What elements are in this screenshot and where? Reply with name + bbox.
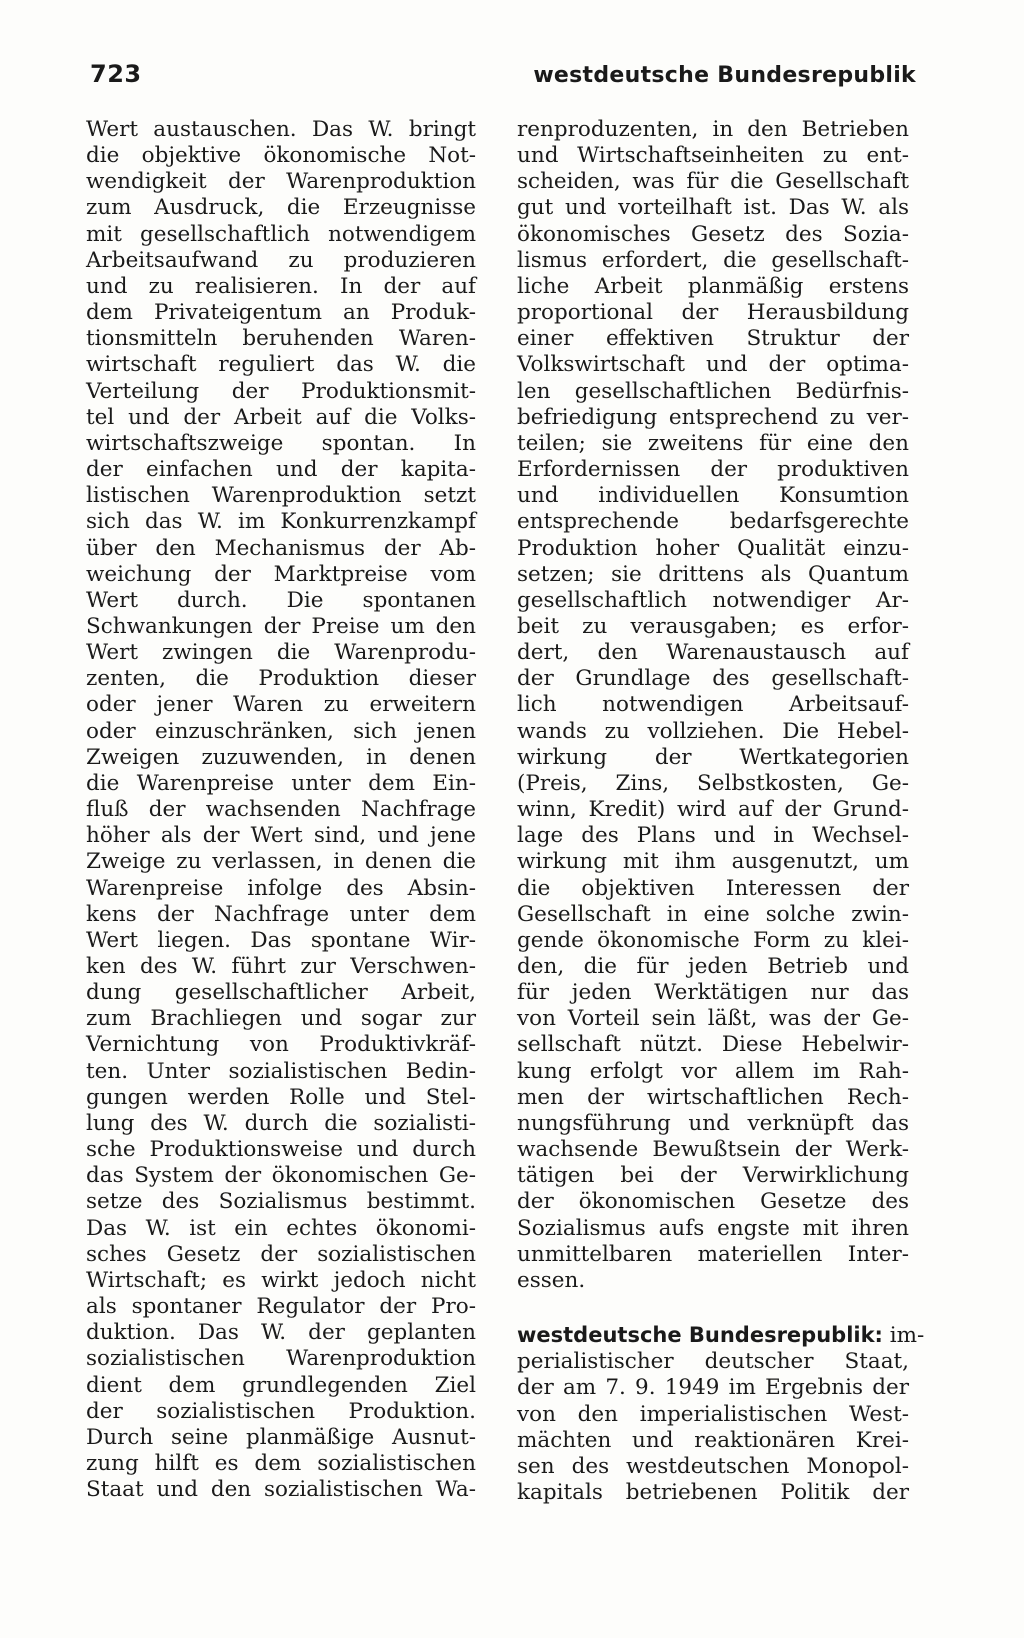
text-line: Volkswirtschaft und der optima-: [517, 352, 909, 378]
text-line: Zweige zu verlassen, in denen die: [86, 849, 476, 875]
text-line: teilen; sie zweitens für eine den: [517, 430, 909, 456]
text-line: Gesellschaft in eine solche zwin-: [517, 901, 909, 927]
text-line: Wert austauschen. Das W. bringt: [86, 117, 476, 142]
text-line: setzen; sie drittens als Quantum: [517, 561, 909, 587]
entry-body: [517, 1349, 909, 1506]
text-line: liche Arbeit planmäßig erstens: [517, 273, 909, 299]
text-line: dem Privateigentum an Produk-: [86, 300, 476, 326]
text-line: Wirtschaft; es wirkt jedoch nicht: [86, 1267, 476, 1293]
text-line: Schwankungen der Preise um den: [86, 613, 476, 639]
text-line: ten. Unter sozialistischen Bedin-: [86, 1058, 476, 1084]
text-line: kung erfolgt vor allem im Rah-: [517, 1058, 909, 1084]
text-line: und individuellen Konsumtion: [517, 483, 909, 509]
text-line: weichung der Marktpreise vom: [86, 561, 476, 587]
right-column: [517, 117, 925, 1506]
text-line: proportional der Herausbildung: [517, 300, 909, 326]
text-line: zum Brachliegen und sogar zur: [86, 1006, 476, 1032]
text-line: oder einzuschränken, sich jenen: [86, 718, 476, 744]
text-line: len gesellschaftlichen Bedürfnis-: [517, 378, 909, 404]
text-line: tätigen bei der Verwirklichung: [517, 1163, 909, 1189]
text-line: gut und vorteilhaft ist. Das W. als: [517, 195, 909, 221]
text-line: men der wirtschaftlichen Rech-: [517, 1084, 909, 1110]
text-line: lich notwendigen Arbeitsauf-: [517, 692, 909, 718]
text-line: unmittelbaren materiellen Inter-: [517, 1241, 909, 1267]
text-line: tel und der Arbeit auf die Volks-: [86, 404, 476, 430]
text-line: sellschaft nützt. Diese Hebelwir-: [517, 1032, 909, 1058]
text-line: und zu realisieren. In der auf: [86, 273, 476, 299]
text-line: Das W. ist ein echtes ökonomi-: [86, 1215, 476, 1241]
text-line: kapitals betriebenen Politik der: [517, 1479, 909, 1505]
text-line: über den Mechanismus der Ab-: [86, 535, 476, 561]
text-line: wirtschaftszweige spontan. In: [86, 430, 476, 456]
text-line: der einfachen und der kapita-: [86, 457, 476, 483]
text-line: zum Ausdruck, die Erzeugnisse: [86, 195, 476, 221]
text-line: von den imperialistischen West-: [517, 1401, 909, 1427]
text-line: oder jener Waren zu erweitern: [86, 692, 476, 718]
entry-headword: westdeutsche Bundesrepublik:: [517, 1323, 883, 1348]
text-line: als spontaner Regulator der Pro-: [86, 1294, 476, 1320]
text-line: nungsführung und verknüpft das: [517, 1110, 909, 1136]
text-line: tionsmitteln beruhenden Waren-: [86, 326, 476, 352]
text-line: der Grundlage des gesellschaft-: [517, 666, 909, 692]
text-line: kens der Nachfrage unter dem: [86, 901, 476, 927]
text-line: der ökonomischen Gesetze des: [517, 1189, 909, 1215]
right-column-body: [517, 117, 909, 1294]
text-line: sche Produktionsweise und durch: [86, 1137, 476, 1163]
text-line: die Warenpreise unter dem Ein-: [86, 770, 476, 796]
text-line: dient dem grundlegenden Ziel: [86, 1372, 476, 1398]
text-line: listischen Warenproduktion setzt: [86, 483, 476, 509]
left-column: [86, 117, 476, 1503]
text-line: Wert zwingen die Warenprodu-: [86, 640, 476, 666]
text-line: höher als der Wert sind, und jene: [86, 823, 476, 849]
text-line: ökonomisches Gesetz des Sozia-: [517, 221, 909, 247]
entry-gap: [517, 1294, 909, 1322]
text-line: Staat und den sozialistischen Wa-: [86, 1477, 476, 1503]
text-line: ken des W. führt zur Verschwen-: [86, 954, 476, 979]
text-line: Erfordernissen der produktiven: [517, 457, 909, 483]
text-line: Verteilung der Produktionsmit-: [86, 378, 476, 404]
text-line: Durch seine planmäßige Ausnut-: [86, 1424, 476, 1450]
text-line: Arbeitsaufwand zu produzieren: [86, 247, 476, 273]
running-head: westdeutsche Bundesrepublik: [533, 63, 916, 88]
text-line: den, die für jeden Betrieb und: [517, 954, 909, 979]
text-line: wirtschaft reguliert das W. die: [86, 352, 476, 378]
text-line: beit zu verausgaben; es erfor-: [517, 613, 909, 639]
text-line: scheiden, was für die Gesellschaft: [517, 169, 909, 195]
text-line: Sozialismus aufs engste mit ihren: [517, 1215, 909, 1241]
text-line: fluß der wachsenden Nachfrage: [86, 797, 476, 823]
text-line: gende ökonomische Form zu klei-: [517, 927, 909, 953]
text-line: lage des Plans und in Wechsel-: [517, 823, 909, 849]
text-line: mit gesellschaftlich notwendigem: [86, 221, 476, 247]
text-line: von Vorteil sein läßt, was der Ge-: [517, 1006, 909, 1032]
text-line: Produktion hoher Qualität einzu-: [517, 535, 909, 561]
text-line: und Wirtschaftseinheiten zu ent-: [517, 143, 909, 169]
text-line: perialistischer deutscher Staat,: [517, 1349, 909, 1375]
text-line: (Preis, Zins, Selbstkosten, Ge-: [517, 770, 909, 796]
text-line: gungen werden Rolle und Stel-: [86, 1084, 476, 1110]
entry-first-line: [517, 1322, 925, 1349]
text-line: Warenpreise infolge des Absin-: [86, 875, 476, 901]
text-line: sches Gesetz der sozialistischen: [86, 1241, 476, 1267]
text-line: sich das W. im Konkurrenzkampf: [86, 509, 476, 535]
text-line: einer effektiven Struktur der: [517, 326, 909, 352]
text-line: Zweigen zuzuwenden, in denen: [86, 744, 476, 770]
text-line: winn, Kredit) wird auf der Grund-: [517, 797, 909, 823]
text-line: dert, den Warenaustausch auf: [517, 640, 909, 666]
text-line: lung des W. durch die sozialisti-: [86, 1110, 476, 1136]
text-line: Vernichtung von Produktivkräf-: [86, 1032, 476, 1058]
text-line: wachsende Bewußtsein der Werk-: [517, 1137, 909, 1163]
text-line: setze des Sozialismus bestimmt.: [86, 1189, 476, 1215]
text-line: mächten und reaktionären Krei-: [517, 1427, 909, 1453]
text-line: dung gesellschaftlicher Arbeit,: [86, 980, 476, 1006]
text-line: sen des westdeutschen Monopol-: [517, 1453, 909, 1479]
text-line: zung hilft es dem sozialistischen: [86, 1450, 476, 1476]
text-line: Wert durch. Die spontanen: [86, 587, 476, 613]
text-line: wirkung mit ihm ausgenutzt, um: [517, 849, 909, 875]
text-line: duktion. Das W. der geplanten: [86, 1320, 476, 1346]
text-line: essen.: [517, 1267, 586, 1293]
text-line: wendigkeit der Warenproduktion: [86, 169, 476, 195]
dictionary-entry: [517, 1322, 925, 1506]
text-line: sozialistischen Warenproduktion: [86, 1346, 476, 1372]
text-line: der sozialistischen Produktion.: [86, 1398, 476, 1424]
text-line: gesellschaftlich notwendiger Ar-: [517, 587, 909, 613]
text-line: der am 7. 9. 1949 im Ergebnis der: [517, 1375, 909, 1401]
text-line: wands zu vollziehen. Die Hebel-: [517, 718, 909, 744]
text-line: entsprechende bedarfsgerechte: [517, 509, 909, 535]
text-line: renproduzenten, in den Betrieben: [517, 117, 909, 142]
text-line: zenten, die Produktion dieser: [86, 666, 476, 692]
text-line: das System der ökonomischen Ge-: [86, 1163, 476, 1189]
text-line: wirkung der Wertkategorien: [517, 744, 909, 770]
text-line: für jeden Werktätigen nur das: [517, 980, 909, 1006]
text-line: die objektive ökonomische Not-: [86, 143, 476, 169]
text-line: befriedigung entsprechend zu ver-: [517, 404, 909, 430]
page-number: 723: [90, 60, 142, 88]
text-line: die objektiven Interessen der: [517, 875, 909, 901]
entry-first-line-rest: im-: [882, 1323, 925, 1349]
text-line: Wert liegen. Das spontane Wir-: [86, 927, 476, 953]
text-line: lismus erfordert, die gesellschaft-: [517, 247, 909, 273]
